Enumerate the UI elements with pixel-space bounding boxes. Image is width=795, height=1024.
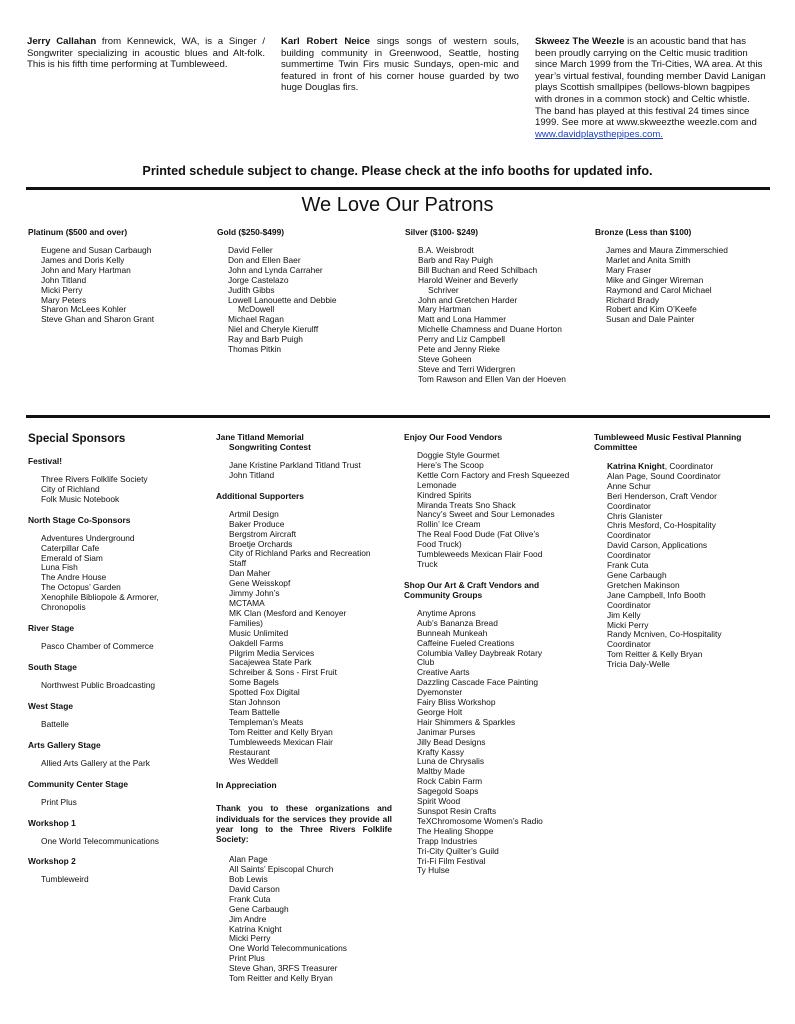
list-item: Gene Weisskopf — [229, 578, 291, 589]
list-item: Music Unlimited — [229, 627, 289, 638]
list-item: Harold Weiner and Beverly — [418, 274, 518, 285]
list-item: Jimmy John’s — [229, 588, 280, 599]
list-item: Artmil Design — [229, 508, 279, 519]
list-item: Fairy Bliss Workshop — [417, 697, 496, 708]
list-item: One World Telecommunications — [229, 943, 347, 954]
sponsor-group-heading: North Stage Co-Sponsors — [28, 514, 131, 525]
list-item: David Feller — [228, 245, 273, 255]
list-item: Dan Maher — [229, 568, 271, 579]
list-item: Michelle Chamness and Duane Horton — [418, 324, 562, 335]
list-item: Jim Kelly — [607, 609, 641, 620]
list-item: Susan and Dale Painter — [606, 314, 695, 325]
food-heading: Enjoy Our Food Vendors — [404, 432, 503, 442]
list-item: Folk Music Notebook — [41, 493, 120, 504]
list-item: Jane Kristine Parkland Titland Trust — [229, 460, 361, 470]
divider-middle — [26, 415, 770, 418]
list-item: Mike and Ginger Wireman — [606, 274, 704, 285]
list-item: David Carson, Applications — [607, 540, 708, 551]
list-item: Niel and Cheryle Kierulff — [228, 324, 319, 335]
list-item: Tom Reitter & Kelly Bryan — [607, 649, 703, 660]
list-item: Ray and Barb Puigh — [228, 334, 303, 345]
tier-heading: Bronze (Less than $100) — [595, 227, 692, 237]
list-item: Chris Mesford, Co-Hospitality — [607, 520, 716, 531]
list-item: TeXChromosome Women’s Radio — [417, 815, 543, 826]
list-item: Allied Arts Gallery at the Park — [41, 757, 150, 768]
list-item: Rock Cabin Farm — [417, 776, 483, 787]
list-item: Tumbleweird — [41, 874, 89, 885]
list-item: Pasco Chamber of Commerce — [41, 640, 154, 651]
list-item: Chris Glanister — [607, 510, 663, 521]
additional-heading: Additional Supporters — [216, 490, 304, 501]
list-item: Gretchen Makinson — [607, 579, 680, 590]
list-item: Maltby Made — [417, 766, 465, 777]
list-item: Schreiber & Sons - First Fruit — [229, 667, 337, 678]
list-item: McDowell — [238, 304, 275, 315]
list-item: Schriver — [428, 284, 459, 295]
list-item: Alan Page — [229, 854, 268, 865]
bio-name: Jerry Callahan — [27, 36, 97, 47]
list-item: Tricia Daly-Welle — [607, 659, 670, 670]
bio-karl — [281, 36, 519, 94]
list-item: John and Gretchen Harder — [418, 294, 518, 305]
list-item: Jim Andre — [229, 913, 267, 924]
list-item: Bergstrom Aircraft — [229, 528, 297, 539]
list-item: Spotted Fox Digital — [229, 687, 300, 698]
list-item: Dazzling Cascade Face Painting — [417, 677, 539, 688]
list-item: The Healing Shoppe — [417, 825, 494, 836]
list-item: Kindred Spirits — [417, 489, 472, 500]
list-item: Nancy’s Sweet and Sour Lemonades — [417, 509, 555, 520]
bio-jerry — [27, 36, 265, 71]
sponsor-group-heading: River Stage — [28, 622, 75, 633]
list-item: Gene Carbaugh — [229, 903, 289, 914]
list-item: Lowell Lanouette and Debbie — [228, 294, 337, 305]
list-item: Sharon McLees Kohler — [41, 304, 127, 315]
sponsor-group-heading: Workshop 2 — [28, 856, 76, 867]
appreciation-intro: Thank you to these organizations and individuals for the services they provide all year long to the Three Rivers Folklife Society: — [216, 803, 392, 844]
tier-bronze — [595, 227, 770, 325]
craft-heading-2: Community Groups — [404, 589, 483, 600]
list-item: John Titland — [229, 469, 275, 480]
list-item: Tumbleweeds Mexican Flair — [229, 736, 333, 747]
list-item: Jane Campbell, Info Booth — [607, 589, 706, 600]
list-item: Baker Produce — [229, 518, 285, 529]
list-item: MCTAMA — [229, 597, 265, 608]
list-item: Mary Fraser — [606, 264, 652, 275]
tier-silver — [405, 227, 590, 385]
list-item: Frank Cuta — [607, 560, 649, 571]
list-item: Barb and Ray Puigh — [418, 254, 493, 265]
list-item: Team Battelle — [229, 706, 280, 717]
list-item: The Andre House — [41, 572, 107, 583]
column-three — [404, 432, 582, 876]
list-item: Michael Ragan — [228, 314, 284, 325]
list-item: Miranda Treats Sno Shack — [417, 499, 516, 510]
list-item: Coordinator — [607, 599, 651, 610]
list-item: Steve Goheen — [418, 353, 472, 364]
list-item: Tom Reitter and Kelly Bryan — [229, 973, 333, 984]
list-item: Xenophile Bibliopole & Armorer, — [41, 592, 159, 603]
list-item: Judith Gibbs — [228, 284, 275, 295]
list-item: Wes Weddell — [229, 756, 279, 767]
list-item: Spirit Wood — [417, 796, 461, 807]
list-item: Jorge Castelazo — [228, 274, 289, 285]
list-item: Aub’s Bananza Bread — [417, 617, 498, 628]
list-item: All Saints’ Episcopal Church — [229, 864, 334, 875]
divider-top — [26, 187, 770, 190]
list-item: Oakdell Farms — [229, 637, 284, 648]
list-item: Ty Hulse — [417, 865, 450, 876]
list-item: The Octopus’ Garden — [41, 582, 121, 593]
list-item: Coordinator — [607, 530, 651, 541]
list-item: Bob Lewis — [229, 874, 268, 884]
list-item: Luna Fish — [41, 562, 78, 573]
list-item: Tumbleweeds Mexican Flair Food — [417, 549, 543, 560]
schedule-notice: Printed schedule subject to change. Please check at the info booths for updated info. — [142, 164, 653, 178]
list-item: Coordinator — [607, 550, 651, 561]
list-item: Luna de Chrysalis — [417, 756, 485, 767]
list-item: Chronopolis — [41, 602, 86, 613]
bio-text: sings songs of western souls, building community in Greenwood, Seattle, hosting summertime Twin Firs music Sundays, open-mic and featured in front of his corner house guarded by two huge Douglas firs. — [281, 36, 519, 94]
list-item: The Real Food Dude (Fat Olive’s — [417, 529, 540, 540]
sponsor-group-heading: Arts Gallery Stage — [28, 739, 101, 750]
list-item: Pilgrim Media Services — [229, 647, 315, 658]
list-item: Tom Reitter and Kelly Bryan — [229, 726, 333, 737]
list-item: Bunneah Munkeah — [417, 627, 488, 638]
column-two — [216, 432, 392, 984]
list-item: Robert and Kim O’Keefe — [606, 304, 697, 315]
list-item: John and Mary Hartman — [41, 264, 131, 275]
list-item: Truck — [417, 558, 438, 569]
list-item: Mary Peters — [41, 294, 87, 305]
list-item: Here’s The Scoop — [417, 459, 484, 470]
list-item: Staff — [229, 558, 247, 569]
appreciation-heading: In Appreciation — [216, 780, 277, 791]
list-item: Perry and Liz Campbell — [418, 334, 506, 345]
sponsors-title: Special Sponsors — [28, 432, 126, 445]
committee-lead-role: , Coordinator — [664, 461, 714, 471]
list-item: MK Clan (Mesford and Kenoyer — [229, 607, 347, 618]
list-item: Pete and Jenny Rieke — [418, 344, 500, 355]
sponsor-group-heading: South Stage — [28, 661, 77, 672]
list-item: Columbia Valley Daybreak Rotary — [417, 647, 543, 658]
list-item: Families) — [229, 617, 263, 628]
list-item: Rollin’ Ice Cream — [417, 519, 481, 530]
list-item: Restaurant — [229, 746, 270, 757]
bio-name: Karl Robert Neice — [281, 36, 370, 47]
committee-heading-2: Committee — [594, 442, 638, 452]
sponsor-group-heading: Community Center Stage — [28, 778, 129, 789]
list-item: Caterpillar Cafe — [41, 542, 100, 553]
list-item: Coordinator — [607, 500, 651, 511]
list-item: Northwest Public Broadcasting — [41, 679, 156, 690]
tier-heading: Gold ($250-$499) — [217, 227, 285, 237]
list-item: Templeman’s Meats — [229, 716, 304, 727]
special-sponsors — [28, 432, 204, 885]
tier-gold — [217, 227, 402, 355]
list-item: Micki Perry — [41, 284, 83, 295]
memorial-heading: Jane Titland Memorial — [216, 432, 304, 442]
list-item: Some Bagels — [229, 677, 279, 688]
list-item: Steve Ghan and Sharon Grant — [41, 314, 155, 325]
bio-skweez — [535, 36, 767, 140]
sponsor-group-heading: Festival! — [28, 456, 62, 466]
list-item: City of Richland — [41, 483, 100, 494]
list-item: Frank Cuta — [229, 893, 271, 904]
list-item: Tri-City Quilter’s Guild — [417, 845, 499, 856]
list-item: Steve and Terri Widergren — [418, 363, 516, 374]
list-item: Three Rivers Folklife Society — [41, 474, 148, 484]
list-item: Krafty Kassy — [417, 746, 465, 757]
list-item: Alan Page, Sound Coordinator — [607, 470, 721, 481]
bio-text: is an acoustic band that has been proudly carrying on the Celtic music tradition since March 1999 from the Tri-Cities, WA area. At this year’s virtual festival, founding member David Lanigan plays Scottish smallpipes (bellows-blown bagpipes with drones in a common stock) and Celtic whistle. The band has played at this festival 24 times since 1999. See more at www.skweezthe weezle.com and — [535, 36, 766, 129]
list-item: Matt and Lona Hammer — [418, 314, 506, 325]
list-item: Stan Johnson — [229, 697, 281, 708]
column-four — [594, 432, 772, 670]
list-item: Beri Henderson, Craft Vendor — [607, 490, 717, 501]
list-item: Tri-Fi Film Festival — [417, 855, 486, 866]
list-item: B.A. Weisbrodt — [418, 245, 474, 255]
list-item: Caffeine Fueled Creations — [417, 637, 515, 648]
list-item: Anne Schur — [607, 480, 651, 491]
list-item: David Carson — [229, 883, 280, 894]
sponsor-group-heading: West Stage — [28, 700, 73, 711]
list-item: Sagegold Soaps — [417, 786, 479, 797]
list-item: Print Plus — [41, 796, 77, 807]
sponsor-group-heading: Workshop 1 — [28, 817, 76, 828]
list-item: Coordinator — [607, 639, 651, 650]
list-item: Food Truck) — [417, 539, 462, 550]
list-item: Club — [417, 657, 435, 668]
bio-name: Skweez The Weezle — [535, 36, 625, 47]
list-item: James and Doris Kelly — [41, 254, 125, 265]
list-item: Mary Hartman — [418, 304, 472, 315]
list-item: Print Plus — [229, 953, 265, 964]
list-item: Broetje Orchards — [229, 538, 293, 549]
list-item: Jilly Bead Designs — [417, 736, 486, 747]
list-item: Eugene and Susan Carbaugh — [41, 245, 152, 255]
list-item: Gene Carbaugh — [607, 569, 667, 580]
list-item: James and Maura Zimmerschied — [606, 245, 728, 255]
list-item: Micki Perry — [229, 933, 271, 944]
list-item: Steve Ghan, 3RFS Treasurer — [229, 963, 338, 974]
list-item: Kettle Corn Factory and Fresh Squeezed — [417, 469, 570, 480]
list-item: Tom Rawson and Ellen Van der Hoeven — [418, 373, 566, 384]
list-item: One World Telecommunications — [41, 835, 159, 846]
list-item: Creative Aarts — [417, 667, 470, 678]
list-item: Sunspot Resin Crafts — [417, 806, 497, 816]
pipes-link[interactable]: www.davidplaysthepipes.com. — [535, 128, 663, 140]
list-item: Katrina Knight — [229, 923, 282, 934]
list-item: Anytime Aprons — [417, 607, 476, 618]
list-item: Doggie Style Gourmet — [417, 450, 500, 460]
craft-heading: Shop Our Art & Craft Vendors and — [404, 579, 540, 590]
committee-lead-name: Katrina Knight — [607, 461, 665, 471]
list-item: City of Richland Parks and Recreation — [229, 548, 371, 559]
bio-text: from Kennewick, WA, is a Singer / Songwriter specializing in acoustic blues and Alt-folk. This is his fifth time performing at Tumbleweed. — [27, 36, 265, 71]
list-item: Thomas Pitkin — [228, 344, 282, 355]
tier-platinum — [28, 227, 208, 325]
list-item: John Titland — [41, 274, 87, 285]
list-item: Sacajewea State Park — [229, 657, 312, 668]
list-item: Adventures Underground — [41, 532, 135, 543]
list-item: Marlet and Anita Smith — [606, 254, 691, 265]
committee-heading: Tumbleweed Music Festival Planning — [594, 432, 742, 442]
list-item: Don and Ellen Baer — [228, 254, 301, 265]
list-item: Lemonade — [417, 479, 457, 490]
list-item: Bill Buchan and Reed Schilbach — [418, 264, 538, 275]
list-item: George Holt — [417, 706, 463, 717]
list-item: Dyemonster — [417, 687, 463, 698]
tier-heading: Silver ($100- $249) — [405, 227, 479, 237]
list-item: Micki Perry — [607, 619, 649, 630]
list-item: Hair Shimmers & Sparkles — [417, 716, 516, 727]
list-item: Raymond and Carol Michael — [606, 284, 712, 295]
list-item: Trapp Industries — [417, 835, 478, 846]
list-item: Janimar Purses — [417, 726, 476, 737]
list-item: Randy Mcniven, Co-Hospitality — [607, 629, 722, 640]
list-item: John and Lynda Carraher — [228, 264, 323, 275]
tier-heading: Platinum ($500 and over) — [28, 227, 128, 237]
list-item: Emerald of Siam — [41, 552, 103, 563]
patrons-title: We Love Our Patrons — [301, 194, 494, 216]
memorial-heading-2: Songwriting Contest — [229, 442, 311, 452]
list-item: Richard Brady — [606, 294, 660, 305]
list-item: Battelle — [41, 718, 69, 729]
